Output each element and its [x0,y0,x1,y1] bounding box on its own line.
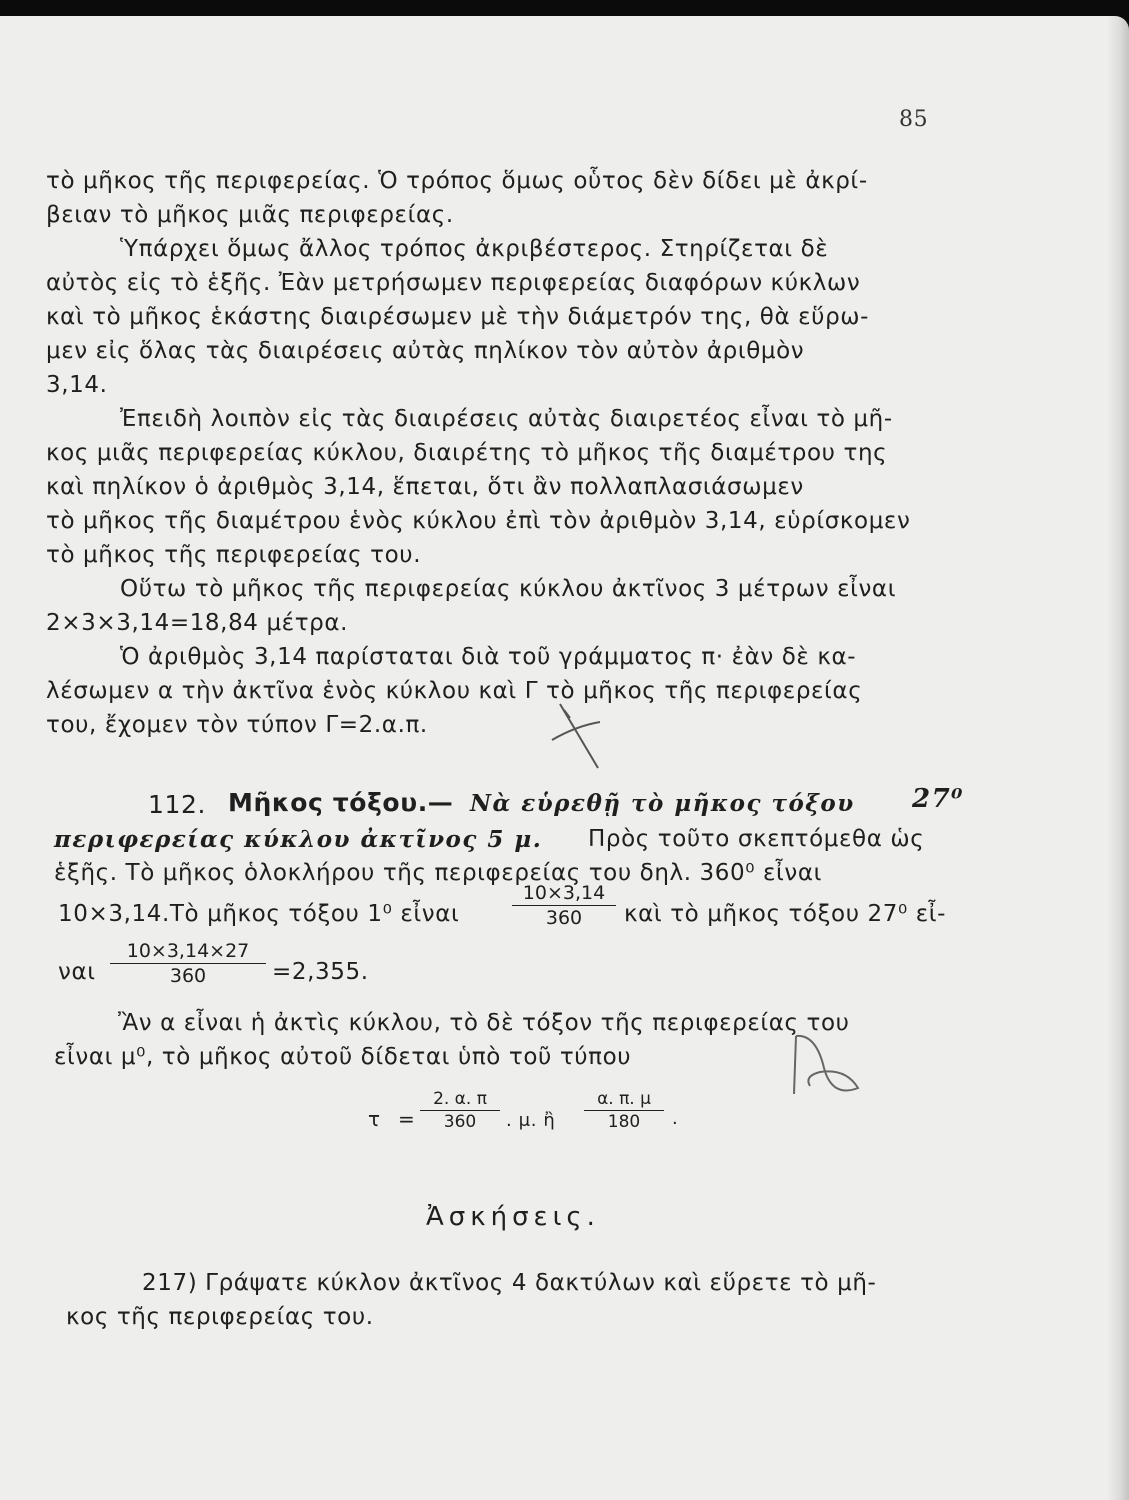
text-line: Ἂν α εἶναι ἡ ἀκτὶς κύκλου, τὸ δὲ τόξον τῆς περιφερείας του [118,1010,850,1036]
exercise-item: 217) Γράψατε κύκλον ἀκτῖνος 4 δακτύλων καὶ εὕρετε τὸ μῆ- [142,1270,877,1296]
text-line: 3,14. [46,372,108,398]
fraction-denominator: 180 [607,1112,641,1132]
fraction [512,884,616,928]
text-line: Ἐπειδὴ λοιπὸν εἰς τὰς διαιρέσεις αὐτὰς διαιρετέος εἶναι τὸ μῆ- [120,406,893,432]
text-line: Ὁ ἀριθμὸς 3,14 παρίσταται διὰ τοῦ γράμματος π· ἐὰν δὲ κα- [120,644,857,670]
book-page [0,16,1129,1500]
text-line: 10×3,14.Τὸ μῆκος τόξου 1⁰ εἶναι [58,901,460,927]
fraction-numerator: 2. α. π [420,1091,500,1111]
formula-end: . [672,1108,679,1129]
problem-degrees: 27⁰ [912,784,965,814]
problem-statement: περιφερείας κύκλου ἀκτῖνος 5 μ. [54,826,543,853]
section-number: 112. [148,790,207,819]
page-number: 85 [899,107,929,132]
text-line: Πρὸς τοῦτο σκεπτόμεθα ὡς [588,826,925,852]
fraction-numerator: 10×3,14×27 [110,942,266,964]
exercises-heading: Ἀσκήσεις. [426,1202,600,1232]
formula-lhs: τ [368,1107,381,1131]
text-line: =2,355. [272,959,369,985]
text-line: τὸ μῆκος τῆς περιφερείας. Ὁ τρόπος ὅμως οὗτος δὲν δίδει μὲ ἀκρί- [46,168,868,194]
formula-fraction [584,1091,664,1131]
text-line: καὶ τὸ μῆκος ἑκάστης διαιρέσωμεν μὲ τὴν διάμετρόν της, θὰ εὕρω- [46,304,870,330]
pencil-scribble-mark [780,1028,870,1108]
pencil-cross-mark [540,696,610,776]
page-edge-shadow [1107,16,1129,1500]
text-line: τὸ μῆκος τῆς διαμέτρου ἑνὸς κύκλου ἐπὶ τὸν ἀριθμὸν 3,14, εὑρίσκομεν [46,508,911,534]
text-line: κος μιᾶς περιφερείας κύκλου, διαιρέτης τὸ μῆκος τῆς διαμέτρου της [46,440,888,466]
text-line: μεν εἰς ὅλας τὰς διαιρέσεις αὐτὰς πηλίκον τὸν αὐτὸν ἀριθμὸν [46,338,805,364]
exercise-item: κος τῆς περιφερείας του. [66,1304,374,1330]
fraction-numerator: α. π. μ [584,1091,664,1111]
text-line: 2×3×3,14=18,84 μέτρα. [46,610,349,636]
text-line: καὶ τὸ μῆκος τόξου 27⁰ εἶ- [624,901,947,927]
text-line: βειαν τὸ μῆκος μιᾶς περιφερείας. [46,202,454,228]
fraction [110,942,266,986]
section-title: Μῆκος τόξου.— [228,788,454,817]
fraction-denominator: 360 [443,1112,477,1132]
text-line: καὶ πηλίκον ὁ ἀριθμὸς 3,14, ἕπεται, ὅτι ἂν πολλαπλασιάσωμεν [46,474,804,500]
text-line: λέσωμεν α τὴν ἀκτῖνα ἑνὸς κύκλου καὶ Γ τὸ μῆκος τῆς περιφερείας [46,678,863,704]
text-line: Ὑπάρχει ὅμως ἄλλος τρόπος ἀκριβέστερος. Στηρίζεται δὲ [120,236,829,262]
text-line: ναι [58,959,96,985]
text-line: του, ἔχομεν τὸν τύπον Γ=2.α.π. [46,712,428,738]
text-line: τὸ μῆκος τῆς περιφερείας του. [46,542,422,568]
text-line: αὐτὸς εἰς τὸ ἑξῆς. Ἐὰν μετρήσωμεν περιφερείας διαφόρων κύκλων [46,270,861,296]
fraction-denominator: 360 [169,965,207,987]
text-line: εἶναι μ⁰, τὸ μῆκος αὐτοῦ δίδεται ὑπὸ τοῦ τύπου [54,1044,632,1070]
fraction-denominator: 360 [545,907,583,929]
fraction-numerator: 10×3,14 [512,884,616,906]
formula-fraction [420,1091,500,1131]
formula-equals: = [398,1107,416,1131]
formula-middle: . μ. ἢ [506,1110,556,1131]
text-line: Οὕτω τὸ μῆκος τῆς περιφερείας κύκλου ἀκτῖνος 3 μέτρων εἶναι [120,576,897,602]
text-line: ἑξῆς. Τὸ μῆκος ὁλοκλήρου τῆς περιφερείας του δηλ. 360⁰ εἶναι [54,860,822,886]
problem-statement: Νὰ εὑρεθῇ τὸ μῆκος τόξου [470,790,855,817]
